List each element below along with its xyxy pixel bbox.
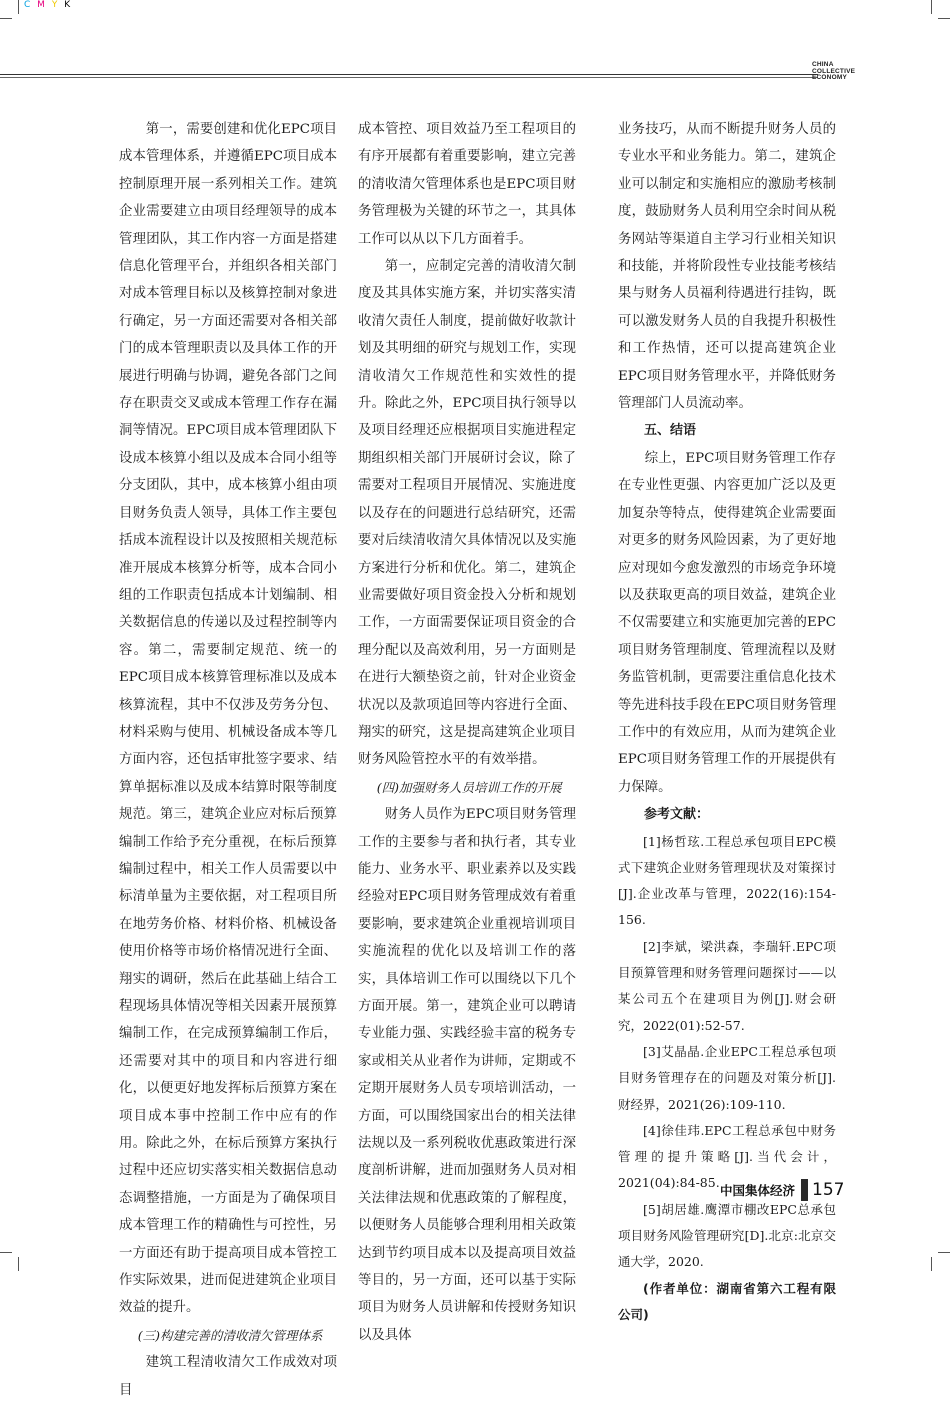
crop-mark-bottom-left-v [18, 1257, 19, 1271]
paragraph: 业务技巧，从而不断提升财务人员的专业水平和业务能力。第二，建筑企业可以制定和实施相应的激励考核制度，鼓励财务人员利用空余时间从税务网站等渠道自主学习行业相关知识和技能，并将阶段性专业技能考核结果与财务人员福利待遇进行挂钩，既可以激发财务人员的自我提升积极性和工作热情，还可以提高建筑企业EPC项目财务管理水平，并降低财务管理部门人员流动率。 [618, 122, 836, 412]
magenta-mark: M [37, 0, 47, 10]
author-affiliation: (作者单位：湖南省第六工程有限公司) [618, 1280, 836, 1322]
crop-mark-top-right-v [931, 0, 932, 14]
cyan-mark: C [24, 0, 33, 10]
paragraph: 第一，应制定完善的清收清欠制度及其具体实施方案，并切实落实清收清欠责任人制度，提前做好收款计划及其明细的研究与规划工作，实现清收清欠工作规范性和实效性的提升。除此之外，EPC项目执行领导以及项目经理还应根据项目实施进程定期组织相关部门开展研讨会议，除了需要对工程项目开展情况、实施进度以及存在的问题进行总结研究，还需要对后续清收清欠具体情况以及实施方案进行分析和优化。第二，建筑企业需要做好项目资金投入分析和规划工作，一方面需要保证项目资金的合理分配以及高效利用，另一方面则是在进行大额垫资之前，针对企业资金状况以及款项追回等内容进行全面、翔实的研究，这是提高建筑企业项目财务风险管控水平的有效举措。 [358, 259, 576, 768]
black-mark: K [64, 0, 73, 10]
section-5-heading: 五、结语 [644, 423, 697, 439]
reference-item: [3]艾晶晶.企业EPC工程总承包项目财务管理存在的问题及对策分析[J].财经界，2021(26):109-110. [618, 1043, 836, 1112]
logo-line-1: CHINA [812, 61, 834, 68]
journal-name: 中国集体经济 [720, 1183, 796, 1198]
reference-item: [4]徐佳玮.EPC工程总承包中财务管理的提升策略[J].当代会计，2021(04):84-85. [618, 1122, 836, 1191]
crop-mark-top-left-v [18, 0, 19, 14]
column-1 [119, 116, 337, 1404]
header-rule [0, 74, 818, 75]
page-footer [720, 1178, 844, 1202]
column-2 [358, 116, 576, 1349]
footer-bar [801, 1179, 808, 1201]
section-3-heading: (三)构建完善的清收清欠管理体系 [137, 1327, 323, 1343]
section-4-heading: (四)加强财务人员培训工作的开展 [376, 779, 562, 795]
page-number: 157 [812, 1180, 845, 1200]
references-heading: 参考文献： [644, 807, 710, 823]
reference-item: [1]杨哲玹.工程总承包项目EPC模式下建筑企业财务管理现状及对策探讨[J].企业改革与管理，2022(16):154-156. [618, 833, 836, 928]
crop-mark-top-left-h [0, 18, 12, 19]
crop-mark-bottom-right-h [938, 1252, 950, 1253]
paragraph: 综上，EPC项目财务管理工作存在专业性更强、内容更加广泛以及更加复杂等特点，使得建筑企业需要面对更多的财务风险因素，为了更好地应对现如今愈发激烈的市场竞争环境以及获取更高的项目效益，建筑企业不仅需要建立和实施更加完善的EPC项目财务管理制度、管理流程以及财务监管机制，更需要注重信息化技术等先进科技手段在EPC项目财务管理工作中的有效应用，从而为建筑企业EPC项目财务管理工作的开展提供有力保障。 [618, 450, 836, 795]
journal-logo [812, 62, 872, 82]
reference-item: [2]李斌，梁洪森，李瑞轩.EPC项目预算管理和财务管理问题探讨——以某公司五个在建项目为例[J].财会研究，2022(01):52-57. [618, 938, 836, 1033]
paragraph: 建筑工程清收清欠工作成效对项目 [119, 1355, 337, 1398]
registration-marks [24, 0, 72, 10]
logo-line-2: COLLECTIVE [812, 67, 856, 75]
crop-mark-bottom-left-h [0, 1252, 12, 1253]
crop-mark-top-right-h [938, 18, 950, 19]
paragraph: 成本管控、项目效益乃至工程项目的有序开展都有着重要影响，建立完善的清收清欠管理体系也是EPC项目财务管理极为关键的环节之一，其具体工作可以从以下几方面着手。 [358, 122, 576, 247]
crop-mark-bottom-right-v [931, 1257, 932, 1271]
paragraph: 财务人员作为EPC项目财务管理工作的主要参与者和执行者，其专业能力、业务水平、职业素养以及实践经验对EPC项目财务管理成效有着重要影响，要求建筑企业重视培训项目实施流程的优化以及培训工作的落实，具体培训工作可以围绕以下几个方面开展。第一，建筑企业可以聘请专业能力强、实践经验丰富的税务专家或相关从业者作为讲师，定期或不定期开展财务人员专项培训活动，一方面，可以围绕国家出台的相关法律法规以及一系列税收优惠政策进行深度剖析讲解，进而加强财务人员对相关法律法规和优惠政策的了解程度，以便财务人员能够合理利用相关政策达到节约项目成本以及提高项目效益等目的，另一方面，还可以基于实际项目为财务人员讲解和传授财务知识以及具体 [358, 807, 576, 1343]
paragraph: 第一，需要创建和优化EPC项目成本管理体系，并遵循EPC项目成本控制原理开展一系列相关工作。建筑企业需要建立由项目经理领导的成本管理团队，其工作内容一方面是搭建信息化管理平台，并组织各相关部门对成本管理目标以及核算控制对象进行确定，另一方面还需要对各相关部门的成本管理职责以及具体工作的开展进行明确与协调，避免各部门之间存在职责交叉或成本管理工作存在漏洞等情况。EPC项目成本管理团队下设成本核算小组以及成本合同小组等分支团队，其中，成本核算小组由项目财务负责人领导，具体工作主要包括成本流程设计以及按照相关规范标准开展成本核算分析等，成本合同小组的工作职责包括成本计划编制、相关数据信息的传递以及过程控制等内容。第二，需要制定规范、统一的EPC项目成本核算管理标准以及成本核算流程，其中不仅涉及劳务分包、材料采购与使用、机械设备成本等几方面内容，还包括审批签字要求、结算单据标准以及成本结算时限等制度规范。第三，建筑企业应对标后预算编制工作给予充分重视，在标后预算编制过程中，相关工作人员需要以中标清单量为主要依据，对工程项目所在地劳务价格、材料价格、机械设备使用价格等市场价格情况进行全面、翔实的调研，然后在此基础上结合工程现场具体情况等相关因素开展预算编制工作，在完成预算编制工作后，还需要对其中的项目和内容进行细化，以便更好地发挥标后预算方案在项目成本事中控制工作中应有的作用。除此之外，在标后预算方案执行过程中还应切实落实相关数据信息动态调整措施，一方面是为了确保项目成本管理工作的精确性与可控性，另一方面还有助于提高项目成本管控工作实际效果，进而促进建筑企业项目效益的提升。 [119, 122, 337, 1316]
logo-line-3: ECONOMY [812, 74, 847, 81]
yellow-mark: Y [51, 0, 60, 10]
header-rule-secondary [0, 77, 818, 78]
column-3 [618, 116, 836, 1328]
reference-item: [5]胡居雄.鹰潭市棚改EPC总承包项目财务风险管理研究[D].北京:北京交通大学，2020. [618, 1201, 836, 1270]
